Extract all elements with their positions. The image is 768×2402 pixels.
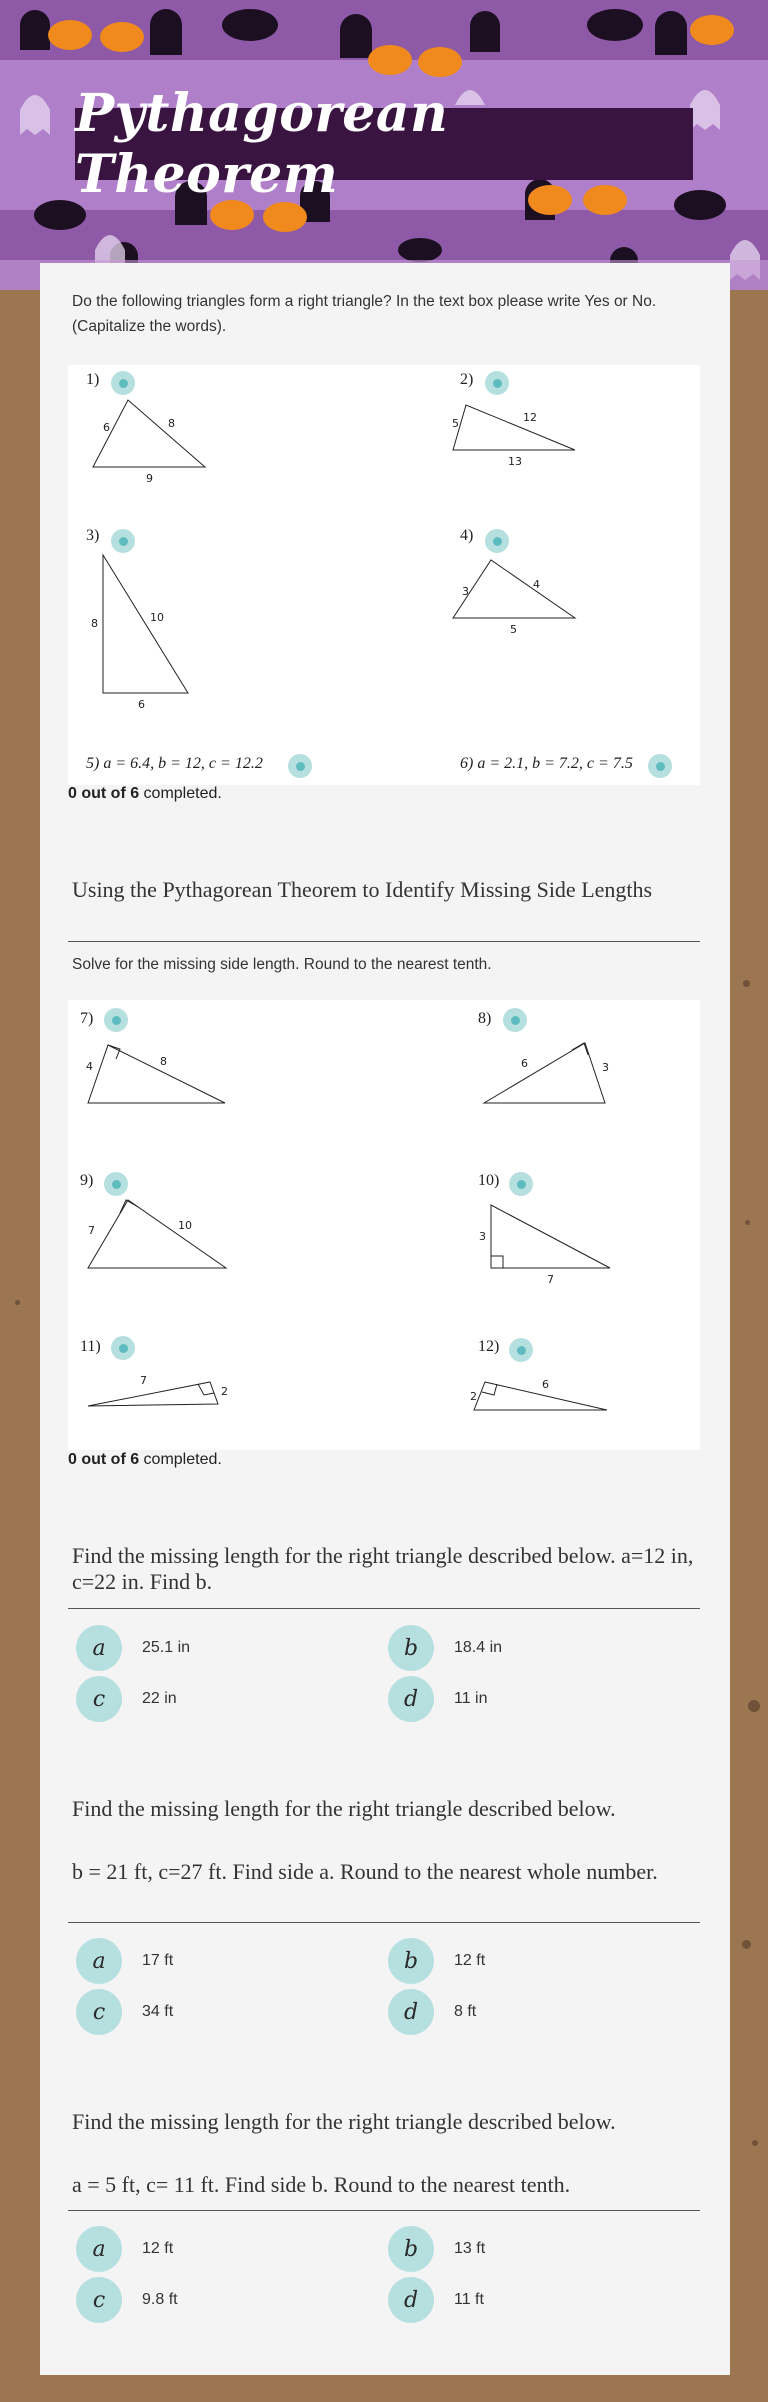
side-label: 13 [508, 455, 522, 468]
problem-5: 5) a = 6.4, b = 12, c = 12.2 [86, 755, 263, 772]
answer-input-6[interactable] [648, 754, 672, 778]
option-text: 34 ft [142, 2003, 174, 2020]
option-text: 13 ft [454, 2240, 486, 2257]
side-label: 3 [479, 1230, 486, 1243]
divider [68, 1608, 700, 1609]
section2-instructions: Solve for the missing side length. Round to the nearest tenth. [72, 956, 492, 973]
progress-label: completed. [139, 1451, 222, 1468]
option-letter: b [388, 1625, 434, 1671]
problem-number: 11) [80, 1338, 101, 1355]
side-label: 10 [150, 611, 164, 624]
cork-speck [748, 1700, 760, 1712]
progress-label: completed. [139, 785, 222, 802]
option-text: 17 ft [142, 1952, 174, 1969]
side-label: 3 [462, 585, 469, 598]
triangle-1 [68, 365, 368, 495]
option-letter: d [388, 1989, 434, 2035]
triangle-4 [428, 515, 708, 645]
question-3-subheading: a = 5 ft, c= 11 ft. Find side b. Round to the nearest tenth. [72, 2172, 571, 2197]
answer-input-5[interactable] [288, 754, 312, 778]
side-label: 2 [470, 1390, 477, 1403]
cork-speck [752, 2140, 758, 2146]
side-label: 7 [140, 1374, 147, 1387]
cork-speck [742, 1940, 751, 1949]
question-2-subheading: b = 21 ft, c=27 ft. Find side a. Round to the nearest whole number. [72, 1859, 658, 1884]
title-box [75, 83, 693, 205]
section2-progress [68, 1451, 222, 1469]
option-letter: c [76, 1989, 122, 2035]
q1-option-b[interactable] [388, 1625, 502, 1671]
side-label: 6 [103, 421, 110, 434]
side-label: 8 [91, 617, 98, 630]
side-label: 5 [452, 417, 459, 430]
option-letter: c [76, 2277, 122, 2323]
triangle-9 [68, 1160, 368, 1290]
side-label: 8 [168, 417, 175, 430]
option-letter: a [76, 1625, 122, 1671]
cork-speck [15, 1300, 20, 1305]
side-label: 5 [510, 623, 517, 636]
option-text: 9.8 ft [142, 2291, 178, 2308]
q3-option-b[interactable] [388, 2226, 485, 2272]
q3-option-a[interactable] [76, 2226, 173, 2272]
problem-number: 7) [80, 1010, 94, 1027]
problem-number: 1) [86, 371, 100, 388]
triangle-8 [448, 1000, 708, 1130]
question-3-heading: Find the missing length for the right triangle described below. [72, 2109, 616, 2134]
divider [68, 2210, 700, 2211]
progress-count: 0 out of 6 [68, 785, 140, 802]
q3-option-d[interactable] [388, 2277, 484, 2323]
q1-option-d[interactable] [388, 1676, 488, 1722]
option-letter: a [76, 1938, 122, 1984]
side-label: 4 [86, 1060, 93, 1073]
problem-6: 6) a = 2.1, b = 7.2, c = 7.5 [460, 755, 633, 772]
section2-heading: Using the Pythagorean Theorem to Identify Missing Side Lengths [72, 877, 653, 902]
side-label: 6 [521, 1057, 528, 1070]
side-label: 4 [533, 578, 540, 591]
option-letter: d [388, 2277, 434, 2323]
triangle-12 [448, 1320, 708, 1450]
side-label: 6 [542, 1378, 549, 1391]
side-label: 7 [547, 1273, 554, 1286]
side-label: 12 [523, 411, 537, 424]
problem-number: 8) [478, 1010, 492, 1027]
option-text: 25.1 in [142, 1639, 191, 1656]
option-text: 11 ft [454, 2291, 484, 2308]
triangle-11 [68, 1320, 368, 1450]
side-label: 10 [178, 1219, 192, 1232]
triangle-3 [68, 515, 368, 711]
problem-number: 9) [80, 1172, 94, 1189]
option-letter: a [76, 2226, 122, 2272]
option-letter: b [388, 1938, 434, 1984]
side-label: 9 [146, 472, 153, 485]
cork-speck [743, 980, 750, 987]
problem-number: 12) [478, 1338, 500, 1355]
option-text: 12 ft [142, 2240, 174, 2257]
triangle-7 [68, 1000, 368, 1130]
cork-speck [745, 1220, 750, 1225]
option-text: 18.4 in [454, 1639, 503, 1656]
section2-panel [68, 1000, 700, 1450]
q2-option-c[interactable] [76, 1989, 173, 2035]
section1-panel [68, 365, 700, 785]
progress-count: 0 out of 6 [68, 1451, 140, 1468]
option-text: 8 ft [454, 2003, 477, 2020]
side-label: 2 [221, 1385, 228, 1398]
worksheet [40, 263, 730, 2375]
problem-number: 2) [460, 371, 474, 388]
option-text: 22 in [142, 1690, 177, 1707]
page-title: Pythagorean Theorem [75, 83, 449, 205]
option-text: 11 in [454, 1690, 488, 1707]
side-label: 3 [602, 1061, 609, 1074]
q2-option-a[interactable] [76, 1938, 173, 1984]
q1-option-c[interactable] [76, 1676, 177, 1722]
option-letter: c [76, 1676, 122, 1722]
q3-option-c[interactable] [76, 2277, 178, 2323]
problem-number: 4) [460, 527, 474, 544]
question-1-heading: Find the missing length for the right triangle described below. a=12 in, c=22 in. Find b. [72, 1543, 694, 1594]
question-2-heading: Find the missing length for the right triangle described below. [72, 1796, 616, 1821]
divider [68, 941, 700, 942]
q1-option-a[interactable] [76, 1625, 190, 1671]
side-label: 8 [160, 1055, 167, 1068]
q2-option-d[interactable] [388, 1989, 476, 2035]
option-letter: b [388, 2226, 434, 2272]
q2-option-b[interactable] [388, 1938, 485, 1984]
side-label: 7 [88, 1224, 95, 1237]
problem-number: 3) [86, 527, 100, 544]
section1-progress [68, 785, 222, 803]
divider [68, 1922, 700, 1923]
option-letter: d [388, 1676, 434, 1722]
triangle-10 [448, 1160, 708, 1290]
side-label: 6 [138, 698, 145, 711]
section1-instructions: Do the following triangles form a right triangle? In the text box please write Yes or No. (Capitalize the words). [72, 293, 657, 335]
header-banner [0, 0, 768, 290]
problem-number: 10) [478, 1172, 500, 1189]
triangle-2 [428, 365, 708, 495]
option-text: 12 ft [454, 1952, 486, 1969]
